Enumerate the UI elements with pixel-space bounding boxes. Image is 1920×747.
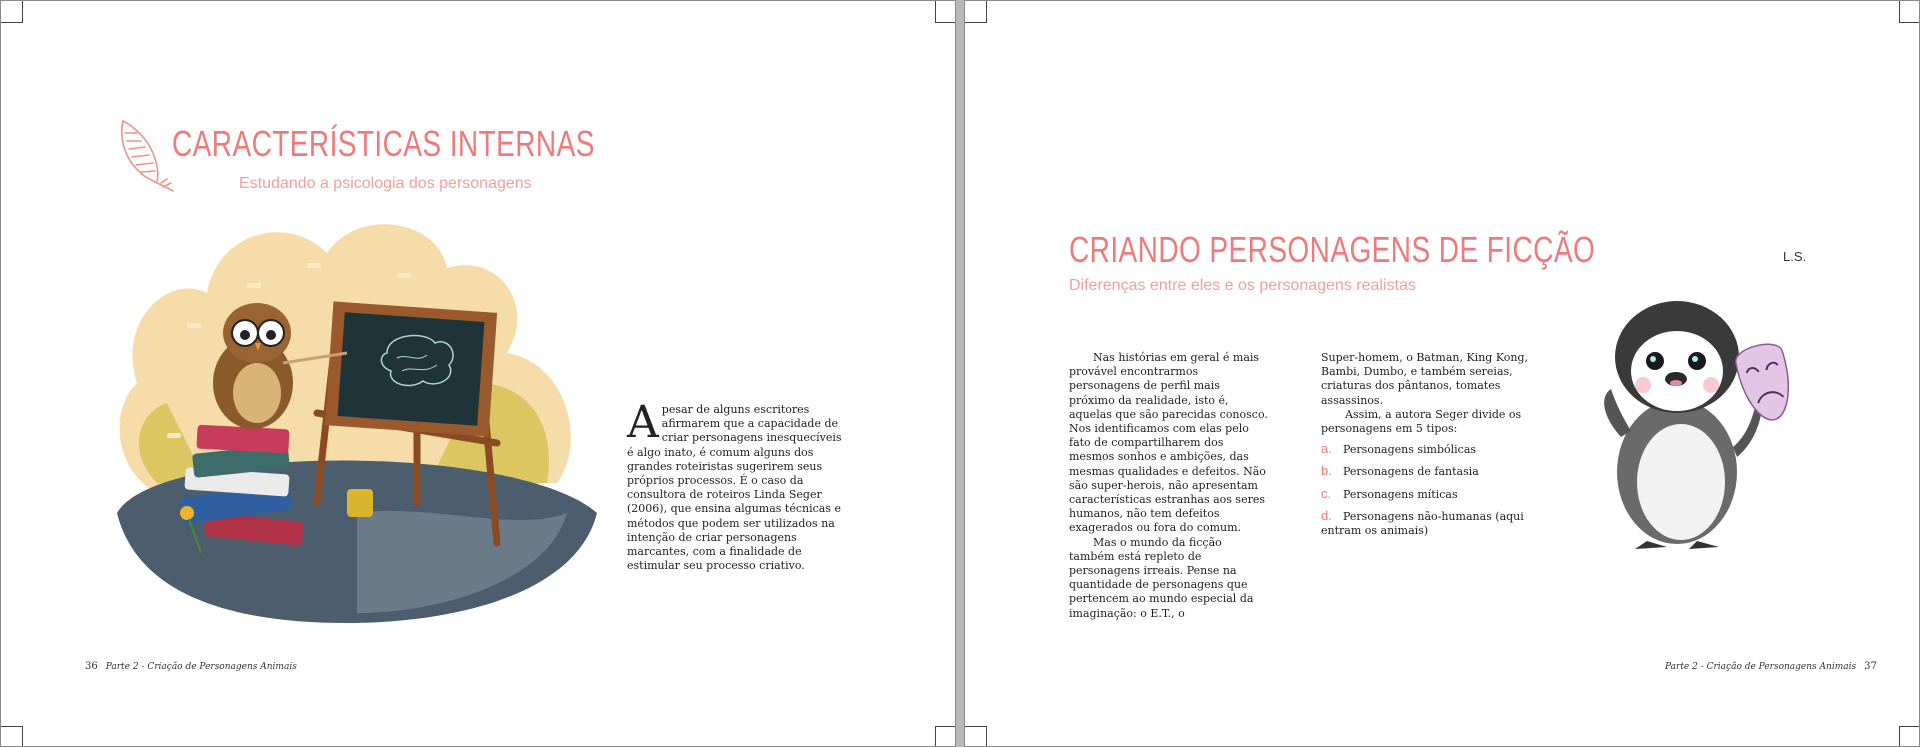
page-title: CARACTERÍSTICAS INTERNAS [172,123,595,164]
crop-mark [1,1,23,23]
right-page [964,0,1920,747]
crop-mark [935,726,956,747]
paragraph: Mas o mundo da ficção também está repleto de personagens irreais. Pense na quantidade de personagens que pertencem ao mundo especial da imaginação: o E.T., o [1069,535,1254,620]
intro-paragraph-text: pesar de alguns escritores afirmarem que a capacidade de criar personagens inesquecíveis é algo inato, é comum alguns dos grandes roteiristas sugerirem seus próprios processos. É o caso da consultora de roteiros Linda Seger (2006), que ensina algumas técnicas e métodos que podem ser utilizados na intenção de criar personagens marcantes, com a finalidade de estimular seu processo criativo. [627,403,842,573]
list-item [1321,509,1537,538]
crop-mark [965,1,987,23]
list-letter: b. [1321,463,1332,479]
list-item [1321,464,1537,479]
crop-mark [935,1,956,23]
column-one [1069,351,1269,621]
penguin-with-drama-mask-illustration [1585,297,1805,557]
drop-cap: A [627,397,659,448]
owl-teacher-chalkboard-illustration [97,213,607,625]
paragraph: Nas histórias em geral é mais provável encontrarmos personagens de perfil mais próximo da realidade, isto é, aquelas que são parecidas conosco. Nos identificamos com elas pelo fato de compartilharem dos mesmos sonhos e ambições, das mesmas qualidades e defeitos. Não são super-herois, não apresentam características estranhas aos seres humanos, não tem defeitos exagerados ou fora do comum. [1069,351,1268,535]
feather-icon [117,117,179,195]
list-letter: c. [1321,485,1332,501]
list-text: Personagens simbólicas [1343,443,1477,457]
page-subtitle: Diferenças entre eles e os personagens realistas [1069,277,1416,294]
page-subtitle: Estudando a psicologia dos personagens [239,175,532,192]
page-title: CRIANDO PERSONAGENS DE FICÇÃO [1069,229,1596,270]
page-number: 37 [1864,661,1877,672]
page-footer [1657,661,1877,672]
crop-mark [965,726,987,747]
page-number: 36 [85,661,98,672]
crop-mark [1899,1,1920,23]
list-item [1321,487,1537,502]
left-page [0,0,956,747]
page-footer [85,661,305,672]
list-text: Personagens míticas [1343,487,1458,501]
author-initials: L.S. [1783,249,1807,264]
column-two [1321,351,1537,545]
list-text: Personagens não-humanas (aqui entram os animais) [1321,509,1524,538]
list-item [1321,442,1537,457]
running-title: Parte 2 - Criação de Personagens Animais [105,662,297,672]
intro-paragraph [627,397,847,573]
paragraph: Assim, a autora Seger divide os personagens em 5 tipos: [1321,407,1522,436]
paragraph: Super-homem, o Batman, King Kong, Bambi, Dumbo, e também sereias, criaturas dos pântanos, tomates assassinos. [1321,351,1528,407]
character-types-list [1321,442,1537,538]
list-text: Personagens de fantasia [1343,465,1479,479]
list-letter: a. [1321,441,1332,457]
running-title: Parte 2 - Criação de Personagens Animais [1665,662,1857,672]
crop-mark [1899,726,1920,747]
crop-mark [1,726,23,747]
list-letter: d. [1321,507,1332,523]
